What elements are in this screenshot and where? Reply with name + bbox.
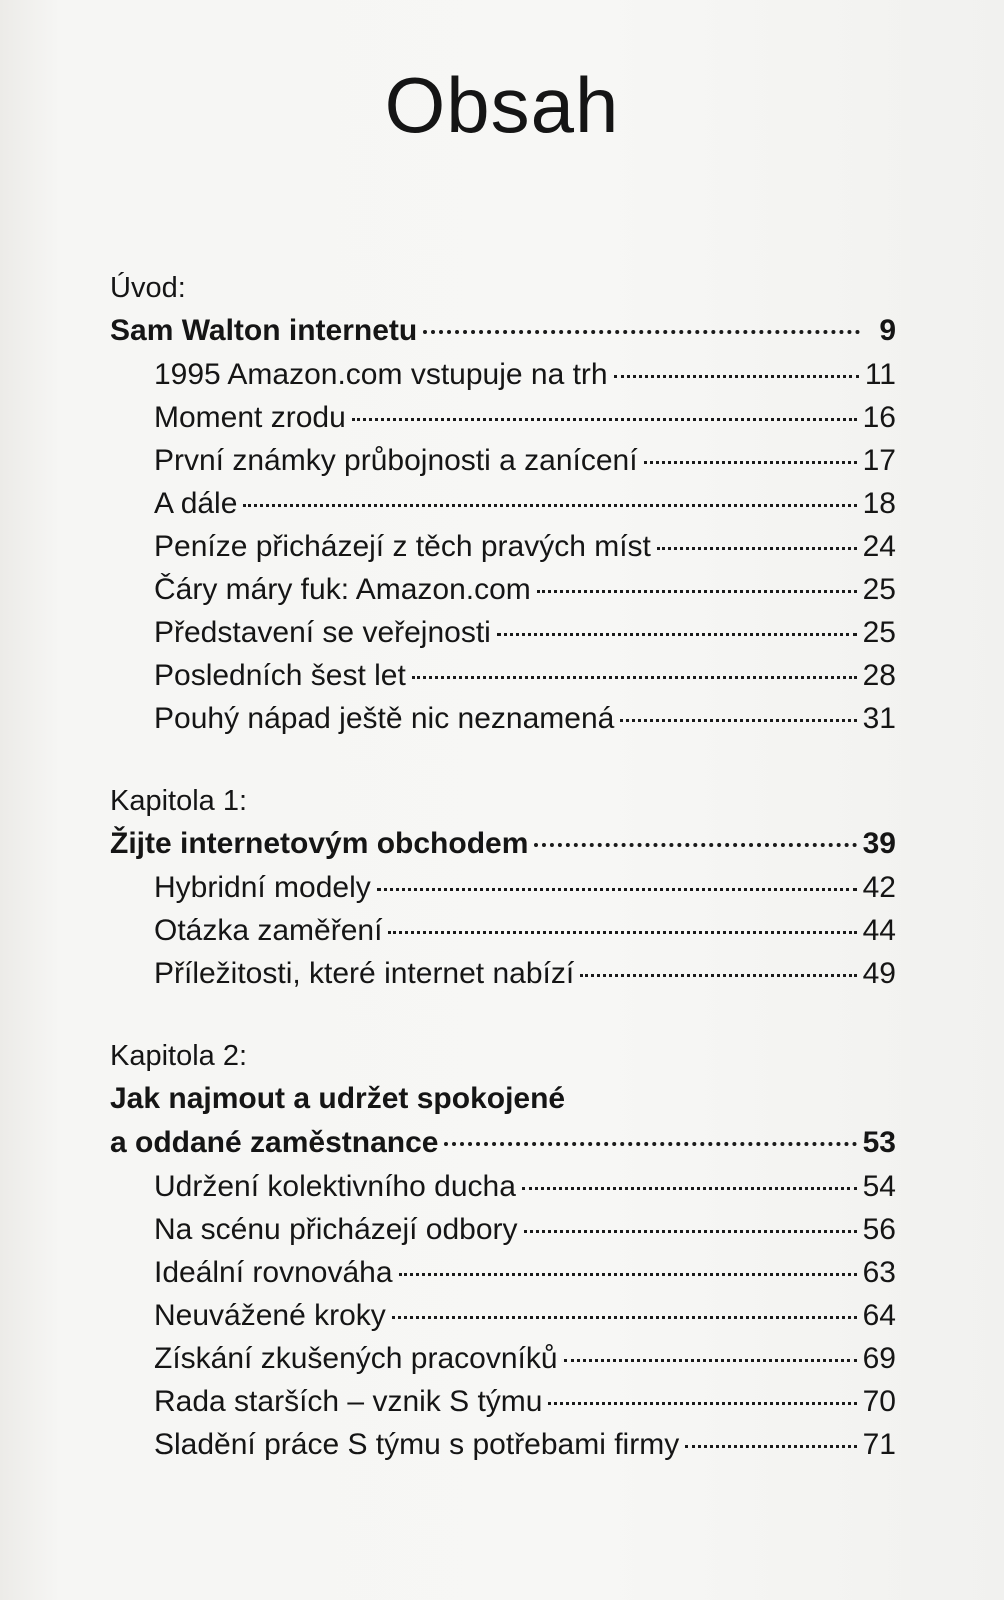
dot-leader: [412, 676, 857, 679]
dot-leader: [399, 1273, 857, 1276]
entry-page-number: 64: [862, 1299, 896, 1332]
entry-page-number: 70: [862, 1385, 896, 1418]
toc-entry: [110, 354, 896, 397]
entry-page-number: 17: [862, 444, 896, 477]
entry-page-number: 31: [862, 702, 896, 735]
entry-title: Rada starších – vznik S týmu: [154, 1385, 543, 1418]
entry-page-number: 24: [862, 530, 896, 563]
toc-entry: [110, 612, 896, 655]
section-label: Kapitola 2:: [110, 1040, 248, 1072]
entry-page-number: 69: [862, 1342, 896, 1375]
toc-entry: [110, 910, 896, 953]
dot-leader: [444, 1142, 856, 1146]
dot-leader: [243, 504, 856, 507]
entry-title: Peníze přicházejí z těch pravých míst: [154, 530, 651, 563]
page-title: Obsah: [384, 61, 620, 149]
dot-leader: [423, 330, 860, 334]
entry-title: Hybridní modely: [154, 871, 371, 904]
dot-leader: [522, 1187, 857, 1190]
dot-leader: [620, 719, 856, 722]
entry-page-number: 25: [862, 573, 896, 606]
entry-title: Představení se veřejnosti: [154, 616, 491, 649]
toc-section-chapter-2: [110, 1036, 896, 1467]
heading-page-number: 9: [879, 314, 896, 347]
entry-page-number: 44: [862, 914, 896, 947]
entry-title: Posledních šest let: [154, 659, 406, 692]
dot-leader: [564, 1359, 857, 1362]
toc-entry: [110, 1381, 896, 1424]
dot-leader: [537, 590, 857, 593]
heading-text: a oddané zaměstnance: [110, 1126, 439, 1159]
section-heading-line-1: [110, 1078, 896, 1122]
dot-leader: [534, 843, 856, 847]
dot-leader: [377, 888, 857, 891]
table-of-contents: [110, 268, 896, 1507]
heading-page-number: 39: [862, 827, 896, 860]
dot-leader: [524, 1230, 857, 1233]
toc-entry: [110, 440, 896, 483]
toc-entry: [110, 397, 896, 440]
section-heading: [110, 823, 896, 867]
entry-page-number: 16: [862, 401, 896, 434]
entry-title: Čáry máry fuk: Amazon.com: [154, 573, 531, 606]
entry-title: Příležitosti, které internet nabízí: [154, 957, 575, 990]
toc-entry: [110, 1295, 896, 1338]
toc-section-intro: [110, 268, 896, 741]
entry-title: A dále: [154, 487, 238, 520]
heading-text: Žijte internetovým obchodem: [110, 827, 529, 860]
dot-leader: [657, 547, 857, 550]
toc-entry: [110, 526, 896, 569]
entry-page-number: 71: [862, 1428, 896, 1461]
entry-page-number: 28: [862, 659, 896, 692]
entry-page-number: 25: [862, 616, 896, 649]
dot-leader: [580, 974, 856, 977]
toc-entry: [110, 867, 896, 910]
entry-title: 1995 Amazon.com vstupuje na trh: [154, 358, 608, 391]
toc-entry: [110, 1166, 896, 1209]
entry-title: Na scénu přicházejí odbory: [154, 1213, 518, 1246]
dot-leader: [685, 1445, 856, 1448]
entry-title: Pouhý nápad ještě nic neznamená: [154, 702, 615, 735]
dot-leader: [548, 1402, 856, 1405]
entry-page-number: 11: [864, 358, 896, 391]
entry-title: Ideální rovnováha: [154, 1256, 393, 1289]
toc-entry: [110, 1209, 896, 1252]
entry-title: Moment zrodu: [154, 401, 346, 434]
entry-page-number: 54: [862, 1170, 896, 1203]
entry-title: Získání zkušených pracovníků: [154, 1342, 558, 1375]
entry-page-number: 49: [862, 957, 896, 990]
dot-leader: [352, 418, 857, 421]
toc-entry: [110, 569, 896, 612]
toc-entry: [110, 1252, 896, 1295]
heading-text: Sam Walton internetu: [110, 314, 418, 347]
toc-entry: [110, 655, 896, 698]
entry-title: Otázka zaměření: [154, 914, 383, 947]
heading-text: Jak najmout a udržet spokojené: [110, 1082, 566, 1115]
entry-title: Udržení kolektivního ducha: [154, 1170, 516, 1203]
section-label: Úvod:: [110, 272, 186, 304]
entry-title: Sladění práce S týmu s potřebami firmy: [154, 1428, 680, 1461]
dot-leader: [392, 1316, 857, 1319]
section-label: Kapitola 1:: [110, 785, 248, 817]
section-heading-line-2: [110, 1122, 896, 1166]
dot-leader: [644, 461, 857, 464]
dot-leader: [614, 375, 859, 378]
entry-page-number: 42: [862, 871, 896, 904]
toc-entry: [110, 1338, 896, 1381]
toc-entry: [110, 953, 896, 996]
heading-page-number: 53: [862, 1126, 896, 1159]
entry-title: První známky průbojnosti a zanícení: [154, 444, 638, 477]
toc-entry: [110, 483, 896, 526]
entry-page-number: 56: [862, 1213, 896, 1246]
toc-entry: [110, 698, 896, 741]
dot-leader: [497, 633, 857, 636]
entry-title: Neuvážené kroky: [154, 1299, 386, 1332]
toc-entry: [110, 1424, 896, 1467]
toc-section-chapter-1: [110, 781, 896, 996]
dot-leader: [388, 931, 856, 934]
entry-page-number: 18: [862, 487, 896, 520]
entry-page-number: 63: [862, 1256, 896, 1289]
section-heading: [110, 310, 896, 354]
